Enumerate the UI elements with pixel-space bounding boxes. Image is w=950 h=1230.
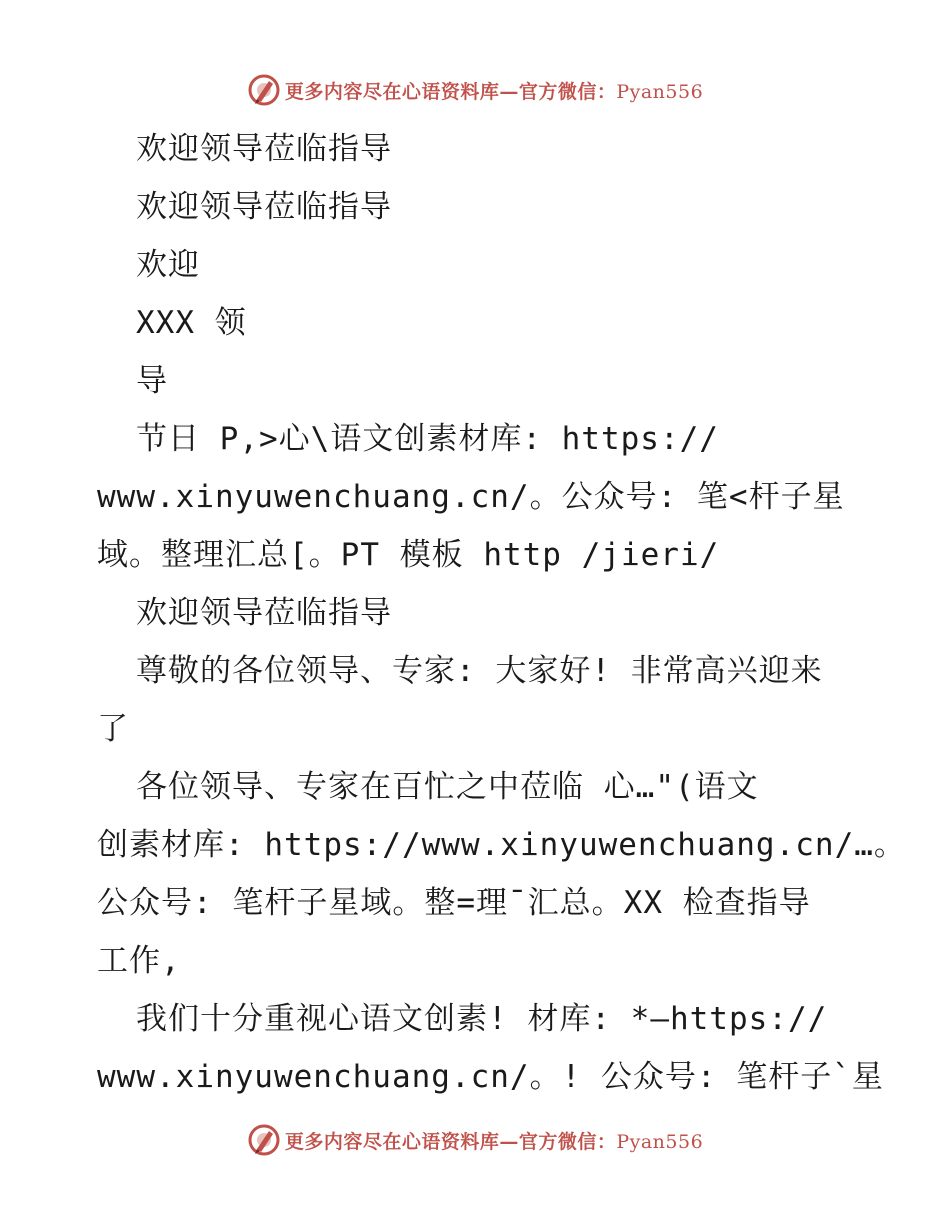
text-line: 域。整理汇总[。PT 模板 http /jieri/ [97,537,720,573]
wechat-id: Pyan556 [616,80,704,103]
text-line: 欢迎领导莅临指导 [136,595,392,631]
banner-caption: 更多内容尽在心语资料库—官方微信： [284,1130,617,1153]
text-line: 欢迎 [136,247,200,283]
banner-caption: 更多内容尽在心语资料库—官方微信： [284,80,617,103]
fountain-pen-logo-icon [247,1123,281,1157]
text-line: 导 [136,363,168,399]
text-line: 欢迎领导莅临指导 [136,189,392,225]
text-line: 尊敬的各位领导、专家: 大家好! 非常高兴迎来 [136,653,823,689]
text-line: 我们十分重视心语文创素! 材库: *—https:// [136,1001,828,1037]
text-line: 节日 P,>心\语文创素材库: https:// [136,421,719,457]
text-line: XXX 领 [136,305,247,341]
banner-text [285,1127,703,1154]
text-line: 创素材库: https://www.xinyuwenchuang.cn/…。 [97,827,906,863]
text-line: 欢迎领导莅临指导 [136,131,392,167]
wechat-id: Pyan556 [616,1130,704,1153]
text-line: 各位领导、专家在百忙之中莅临 心…"(语文 [136,769,759,805]
banner-text [285,77,703,104]
footer-banner [0,1120,950,1160]
header-banner [0,70,950,110]
document-body [97,120,906,1106]
text-line: www.xinyuwenchuang.cn/。! 公众号: 笔杆子`星 [97,1059,884,1095]
text-line: 工作, [97,943,181,979]
fountain-pen-logo-icon [247,73,281,107]
text-line: 公众号: 笔杆子星域。整=理¯汇总。XX 检查指导 [97,885,811,921]
text-line: www.xinyuwenchuang.cn/。公众号: 笔<杆子星 [97,479,845,515]
text-line: 了 [97,711,129,747]
